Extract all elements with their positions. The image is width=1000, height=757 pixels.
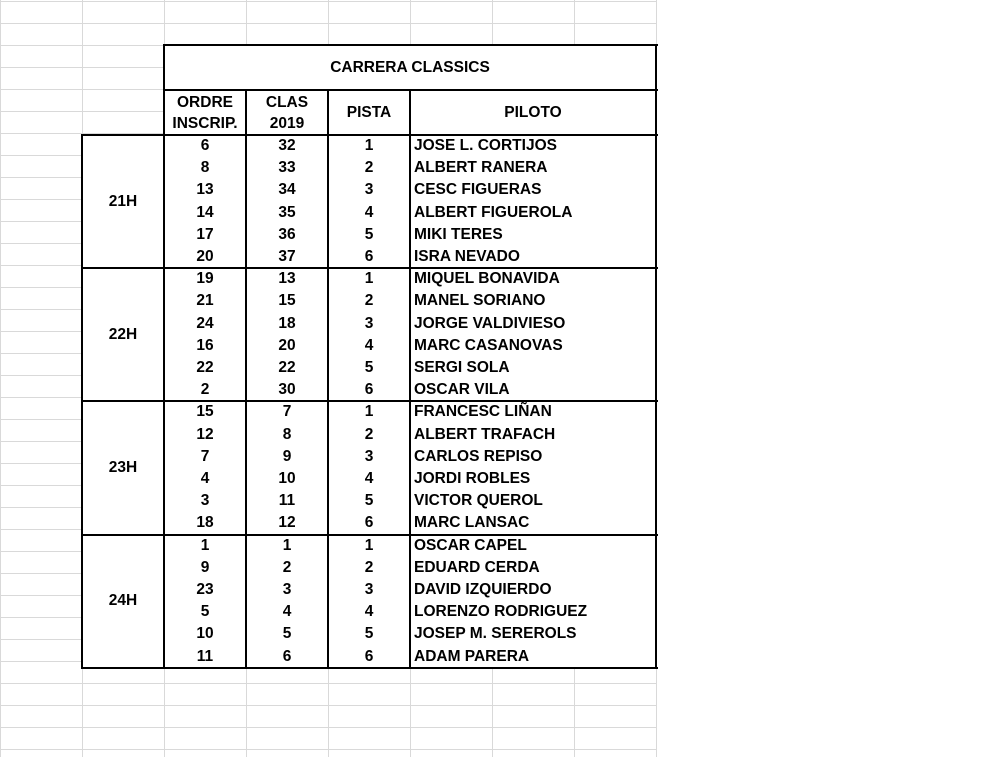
pista-cell[interactable]: 4 [328,335,410,357]
pista-cell[interactable]: 2 [328,424,410,446]
piloto-cell[interactable]: ADAM PARERA [410,646,656,668]
header-ordre-line1: ORDRE [177,93,233,111]
ordre-cell[interactable]: 23 [164,579,246,601]
pista-cell[interactable]: 5 [328,357,410,379]
header-ordre-line2: INSCRIP. [172,114,238,132]
header-top-border [164,89,658,91]
clas-column-left-border [245,89,247,669]
pista-cell[interactable]: 5 [328,490,410,512]
clas-cell[interactable]: 35 [246,202,328,224]
piloto-cell[interactable]: MIQUEL BONAVIDA [410,268,656,290]
pista-column-left-border [327,89,329,669]
clas-cell[interactable]: 6 [246,646,328,668]
piloto-cell[interactable]: SERGI SOLA [410,357,656,379]
clas-cell[interactable]: 36 [246,224,328,246]
ordre-cell[interactable]: 13 [164,179,246,201]
pista-cell[interactable]: 3 [328,579,410,601]
piloto-cell[interactable]: CESC FIGUERAS [410,179,656,201]
piloto-cell[interactable]: DAVID IZQUIERDO [410,579,656,601]
ordre-cell[interactable]: 11 [164,646,246,668]
pista-cell[interactable]: 4 [328,601,410,623]
ordre-cell[interactable]: 5 [164,601,246,623]
pista-cell[interactable]: 1 [328,535,410,557]
pista-cell[interactable]: 6 [328,646,410,668]
pista-cell[interactable]: 1 [328,268,410,290]
ordre-cell[interactable]: 2 [164,379,246,401]
pista-cell[interactable]: 1 [328,401,410,423]
clas-cell[interactable]: 30 [246,379,328,401]
pista-cell[interactable]: 2 [328,557,410,579]
piloto-cell[interactable]: FRANCESC LIÑAN [410,401,656,423]
clas-cell[interactable]: 20 [246,335,328,357]
ordre-cell[interactable]: 6 [164,135,246,157]
ordre-cell[interactable]: 4 [164,468,246,490]
group-column-left-border [81,134,83,669]
group-time-label[interactable]: 24H [82,535,164,668]
pista-cell[interactable]: 6 [328,512,410,534]
ordre-cell[interactable]: 3 [164,490,246,512]
piloto-cell[interactable]: JOSEP M. SEREROLS [410,623,656,645]
ordre-cell[interactable]: 20 [164,246,246,268]
ordre-cell[interactable]: 9 [164,557,246,579]
clas-cell[interactable]: 15 [246,290,328,312]
ordre-cell[interactable]: 16 [164,335,246,357]
piloto-cell[interactable]: CARLOS REPISO [410,446,656,468]
group-separator [82,267,658,269]
piloto-cell[interactable]: MIKI TERES [410,224,656,246]
clas-cell[interactable]: 37 [246,246,328,268]
group-separator [82,400,658,402]
piloto-cell[interactable]: JORGE VALDIVIESO [410,313,656,335]
pista-cell[interactable]: 3 [328,313,410,335]
group-time-label[interactable]: 21H [82,135,164,268]
clas-cell[interactable]: 12 [246,512,328,534]
clas-cell[interactable]: 7 [246,401,328,423]
clas-cell[interactable]: 3 [246,579,328,601]
ordre-cell[interactable]: 18 [164,512,246,534]
ordre-cell[interactable]: 24 [164,313,246,335]
pista-cell[interactable]: 1 [328,135,410,157]
ordre-column-left-border [163,44,165,669]
piloto-cell[interactable]: EDUARD CERDA [410,557,656,579]
ordre-cell[interactable]: 15 [164,401,246,423]
piloto-cell[interactable]: MARC CASANOVAS [410,335,656,357]
piloto-cell[interactable]: MARC LANSAC [410,512,656,534]
pista-cell[interactable]: 6 [328,379,410,401]
clas-cell[interactable]: 33 [246,157,328,179]
header-clas-line1: CLAS [265,93,309,111]
pista-cell[interactable]: 2 [328,157,410,179]
ordre-cell[interactable]: 7 [164,446,246,468]
group-separator [82,667,658,669]
header-piloto[interactable]: PILOTO [410,90,656,135]
ordre-cell[interactable]: 12 [164,424,246,446]
clas-cell[interactable]: 10 [246,468,328,490]
group-time-label[interactable]: 23H [82,401,164,534]
clas-cell[interactable]: 2 [246,557,328,579]
title-top-border [164,44,658,46]
ordre-cell[interactable]: 10 [164,623,246,645]
piloto-column-left-border [409,89,411,669]
pista-cell[interactable]: 6 [328,246,410,268]
clas-cell[interactable]: 22 [246,357,328,379]
piloto-cell[interactable]: JORDI ROBLES [410,468,656,490]
pista-cell[interactable]: 3 [328,446,410,468]
clas-cell[interactable]: 18 [246,313,328,335]
header-clas-line2: 2019 [269,114,305,132]
ordre-cell[interactable]: 17 [164,224,246,246]
header-pista[interactable]: PISTA [328,90,410,135]
pista-cell[interactable]: 3 [328,179,410,201]
piloto-cell[interactable]: VICTOR QUEROL [410,490,656,512]
piloto-cell[interactable]: ALBERT TRAFACH [410,424,656,446]
pista-cell[interactable]: 5 [328,224,410,246]
clas-cell[interactable]: 1 [246,535,328,557]
ordre-cell[interactable]: 21 [164,290,246,312]
clas-cell[interactable]: 13 [246,268,328,290]
pista-cell[interactable]: 2 [328,290,410,312]
clas-cell[interactable]: 8 [246,424,328,446]
ordre-cell[interactable]: 19 [164,268,246,290]
pista-cell[interactable]: 4 [328,468,410,490]
ordre-cell[interactable]: 8 [164,157,246,179]
pista-cell[interactable]: 4 [328,202,410,224]
clas-cell[interactable]: 32 [246,135,328,157]
pista-cell[interactable]: 5 [328,623,410,645]
ordre-cell[interactable]: 1 [164,535,246,557]
piloto-cell[interactable]: JOSE L. CORTIJOS [410,135,656,157]
piloto-cell[interactable]: OSCAR CAPEL [410,535,656,557]
table-title[interactable]: CARRERA CLASSICS [164,45,656,90]
header-bottom-border [82,134,658,136]
clas-cell[interactable]: 9 [246,446,328,468]
clas-cell[interactable]: 5 [246,623,328,645]
piloto-cell[interactable]: ALBERT RANERA [410,157,656,179]
piloto-cell[interactable]: OSCAR VILA [410,379,656,401]
clas-cell[interactable]: 4 [246,601,328,623]
table-right-border [655,44,657,669]
header-ordre-inscrip[interactable] [164,90,246,135]
piloto-cell[interactable]: MANEL SORIANO [410,290,656,312]
clas-cell[interactable]: 11 [246,490,328,512]
ordre-cell[interactable]: 22 [164,357,246,379]
group-time-label[interactable]: 22H [82,268,164,401]
piloto-cell[interactable]: ALBERT FIGUEROLA [410,202,656,224]
piloto-cell[interactable]: LORENZO RODRIGUEZ [410,601,656,623]
header-clas-2019[interactable] [246,90,328,135]
clas-cell[interactable]: 34 [246,179,328,201]
group-separator [82,534,658,536]
ordre-cell[interactable]: 14 [164,202,246,224]
piloto-cell[interactable]: ISRA NEVADO [410,246,656,268]
